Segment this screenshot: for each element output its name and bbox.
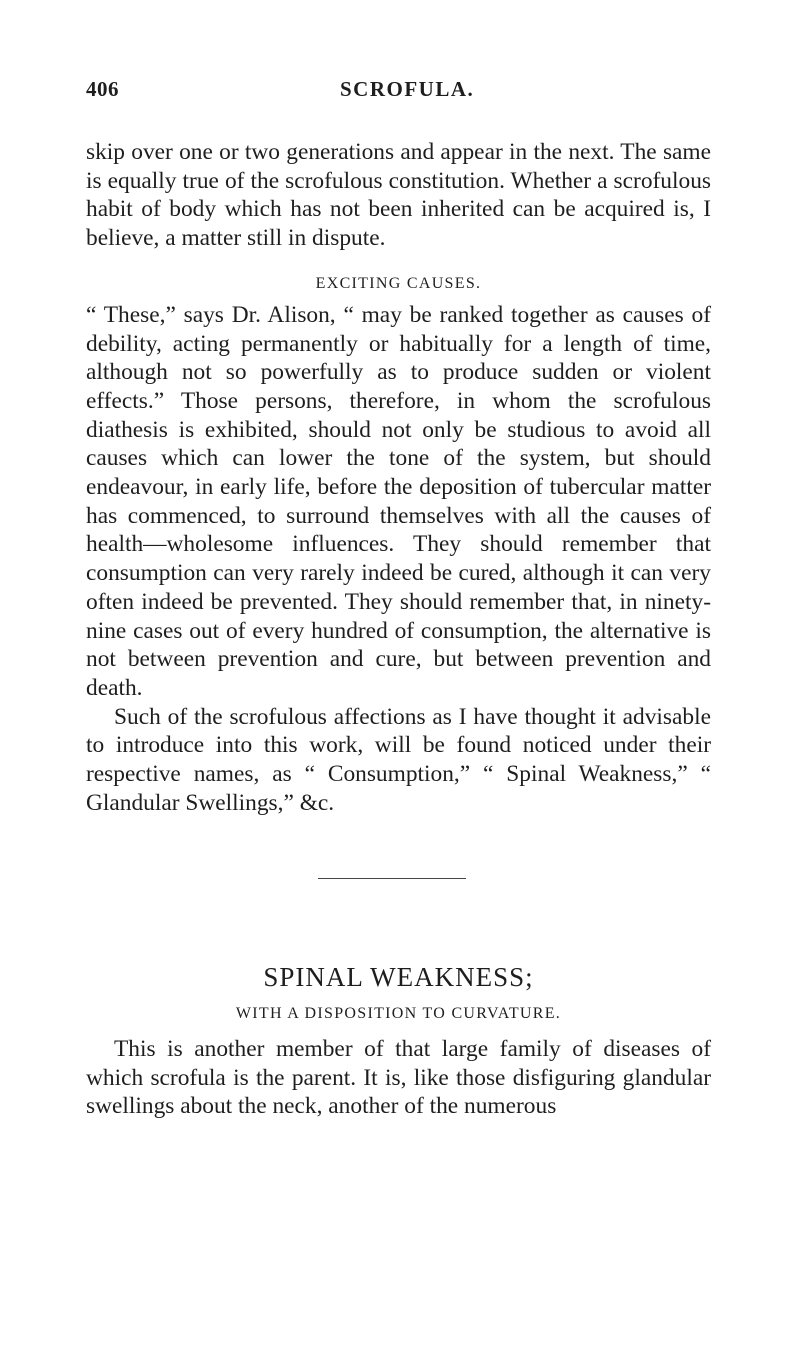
page-number: 406	[86, 77, 119, 101]
chapter-body-text	[86, 1035, 711, 1121]
paragraph-continuation: skip over one or two generations and appear in the next. The same is equally true of the scrofulous constitution. Whether a scrofulous habit of body which has not been inherited can be acquired is, I believe, a matter still in dispute.	[86, 139, 711, 252]
running-title: SCROFULA.	[340, 77, 475, 101]
paragraph-spinal-weakness-intro: This is another member of that large family of diseases of which scrofula is the parent. It is, like those disfiguring glandular swellings about the neck, another of the numerous	[86, 1036, 711, 1120]
section-heading-exciting-causes: EXCITING CAUSES.	[315, 274, 482, 292]
section-divider	[318, 878, 466, 879]
chapter-title: SPINAL WEAKNESS;	[263, 962, 534, 992]
paragraph-alison-quote: “ These,” says Dr. Alison, “ may be ranked together as causes of debility, acting permanently or habitually for a length of time, although not so powerfully as to produce sudden or violent effects.” Those persons, therefore, in whom the scrofulous diathesis is exhibited, should not only be studious to avoid all causes which can lower the tone of the system, but should endeavour, in early life, before the deposition of tubercular matter has commenced, to surround themselves with all the causes of health—wholesome influences. They should remember that consumption can very rarely indeed be cured, although it can very often indeed be prevented. They should remember that, in ninety-nine cases out of every hundred of consumption, the alternative is not between prevention and cure, but between prevention and death.	[86, 301, 711, 701]
body-text	[86, 138, 711, 817]
chapter-subtitle: WITH A DISPOSITION TO CURVATURE.	[235, 1005, 562, 1022]
paragraph-scrofulous-affections: Such of the scrofulous affections as I have thought it advisable to introduce into this work, will be found noticed under their respective names, as “ Consumption,” “ Spinal Weakness,” “ Glandular Swellings,” &c.	[86, 703, 711, 816]
running-head	[86, 72, 711, 106]
